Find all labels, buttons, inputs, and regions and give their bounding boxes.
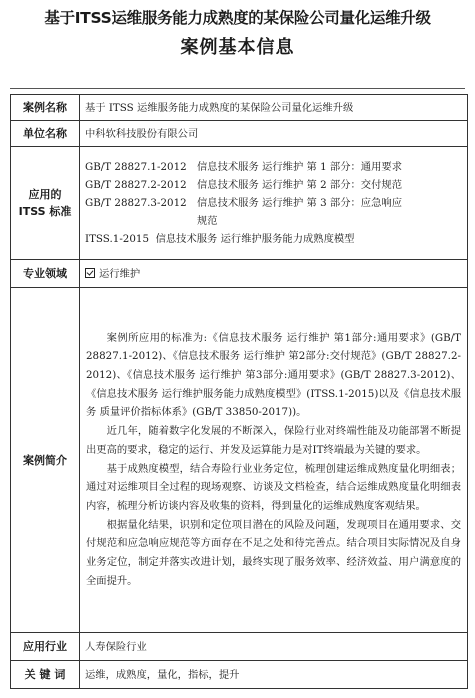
keywords-value: 运维，成熟度，量化，指标，提升: [80, 661, 468, 689]
standard-code: GB/T 28827.1-2012: [85, 161, 187, 173]
keywords-label: 关 键 词: [11, 661, 80, 689]
case-name-label: 案例名称: [11, 95, 80, 121]
standards-label-line1: 应用的: [28, 188, 62, 201]
standard-text: 信息技术服务 运行维护 第 3 部分：应急响应: [197, 197, 402, 209]
standards-label: [11, 147, 80, 260]
summary-paragraph: 案例所应用的标准为:《信息技术服务 运行维护 第1部分:通用要求》(GB/T 28827.1-2012)、《信息技术服务 运行维护 第2部分:交付规范》(GB/T 28827.2-2012)、《信息技术服务 运行维护 第3部分:通用要求》(GB/T 28827.3-2012)、《信息技术服务 运行维护服务能力成熟度模型》(ITSS.1-2015)以及《信息技术服务 质量评价指标体系》(GB/T 33850-2017))。: [86, 331, 461, 419]
page-header: [0, 0, 475, 62]
case-name-value: 基于 ITSS 运维服务能力成熟度的某保险公司量化运维升级: [80, 95, 468, 121]
standard-item: [85, 230, 462, 248]
standard-item: [85, 176, 462, 194]
field-value: 运行维护: [99, 267, 141, 280]
case-info-table: [10, 94, 468, 689]
row-field: [11, 260, 468, 288]
summary-paragraph: 基于成熟度模型，结合寿险行业业务定位，梳理创建运维成熟度量化明细表；通过对运维项目全过程的现场观察、访谈及文档检查，结合运维成熟度量化明细表内容，梳理分析访谈内容及收集的资料，得到量化的运维成熟度客观结果。: [86, 462, 461, 512]
page-subtitle: 案例基本信息: [180, 37, 295, 58]
org-name-label: 单位名称: [11, 121, 80, 147]
row-case-name: [11, 95, 468, 121]
standard-text: 信息技术服务 运行维护服务能力成熟度模型: [155, 233, 355, 245]
row-industry: [11, 633, 468, 661]
standard-code: GB/T 28827.2-2012: [85, 179, 187, 191]
row-keywords: [11, 661, 468, 689]
standards-label-line2: ITSS 标准: [18, 205, 72, 218]
summary-paragraph: 根据量化结果，识别和定位项目潜在的风险及问题，发现项目在通用要求、交付规范和应急响应规范等方面存在不足之处和待完善点。结合项目实际情况及自身业务定位，制定并落实改进计划，最终实现了服务效率、经济效益、用户满意度的全面提升。: [86, 518, 461, 587]
field-label: 专业领域: [11, 260, 80, 288]
standard-text: 信息技术服务 运行维护 第 2 部分：交付规范: [197, 179, 402, 191]
org-name-value: 中科软科技股份有限公司: [80, 121, 468, 147]
summary-paragraph: 近几年，随着数字化发展的不断深入，保险行业对终端性能及功能部署不断提出更高的要求，稳定的运行、并发及运算能力是对IT终端最为关键的要求。: [86, 425, 461, 456]
row-summary: [11, 288, 468, 633]
standard-text-continued: 规范: [197, 215, 218, 227]
row-org-name: [11, 121, 468, 147]
industry-label: 应用行业: [11, 633, 80, 661]
standard-code: ITSS.1-2015: [85, 233, 150, 245]
industry-value: 人寿保险行业: [80, 633, 468, 661]
standard-item: [85, 194, 462, 212]
standards-list: [80, 147, 468, 260]
standard-item: [85, 158, 462, 176]
row-standards: [11, 147, 468, 260]
standard-text: 信息技术服务 运行维护 第 1 部分：通用要求: [197, 161, 402, 173]
checkbox-checked-icon: [85, 268, 95, 278]
summary-content: [80, 288, 468, 633]
standard-code: GB/T 28827.3-2012: [85, 197, 187, 209]
page-title: 基于ITSS运维服务能力成熟度的某保险公司量化运维升级: [44, 9, 431, 27]
title-divider: [10, 88, 465, 89]
field-value-cell: [80, 260, 468, 288]
summary-label: 案例简介: [11, 288, 80, 633]
